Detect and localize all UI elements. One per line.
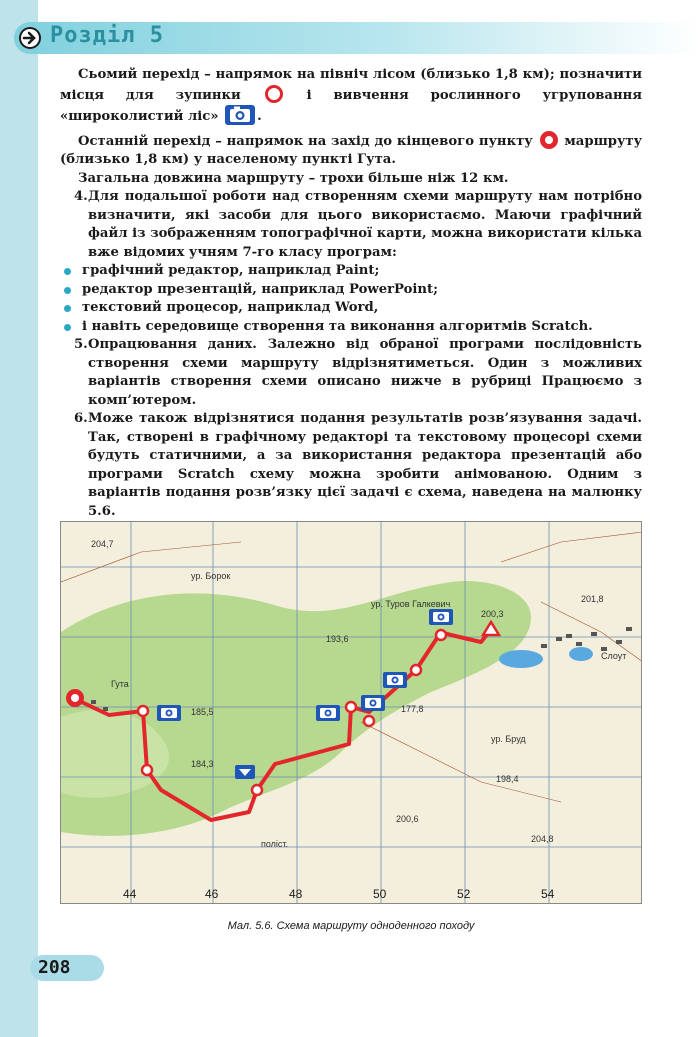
list-item-6 [60,410,642,521]
stop-marker-icon [364,716,374,726]
grid-label: 54 [541,887,555,901]
place-label: Гута [111,679,129,689]
height-label: 185,5 [191,707,214,717]
p2-text-a: Останній перехід – напрямок на захід до кінцевого пункту [78,133,533,149]
item-text: Може також відрізнятися подання результатів розв’язування задачі. Так, створені в графічному редакторі та текстовому процесорі схеми будуть статичними, а за використання редактора презентацій або програми Scratch схему можна зробити анімованою. Одним з варіантів подання розв’язку цієї задачі є схема, наведена на малюнку 5.6. [88,411,642,519]
grid-label: 52 [457,887,471,901]
place-label: ур. Бруд [491,734,526,744]
body-text-top [60,66,642,521]
item-number: 4. [74,189,88,204]
side-band [0,0,38,1037]
height-label: 193,6 [326,634,349,644]
item-number: 5. [74,337,88,352]
stop-marker-icon [252,785,262,795]
grid-label: 48 [289,887,303,901]
paragraph-total-length: Загальна довжина маршруту – трохи більше ніж 12 км. [78,170,509,186]
stop-marker-icon [142,765,152,775]
item-number: 6. [74,411,88,426]
figure-caption: Мал. 5.6. Схема маршруту одноденного походу [227,920,475,932]
place-label: ур. Туров Галкевич [371,599,451,609]
rest-stop-icon [235,765,255,779]
height-label: 184,3 [191,759,214,769]
paragraph-seventh-leg [60,66,642,127]
stop-marker-icon [411,665,421,675]
height-label: 198,4 [496,774,519,784]
height-label: 200,3 [481,609,504,619]
end-point-icon [540,131,558,149]
place-label: Слоут [601,651,627,661]
stop-marker-icon [138,706,148,716]
bullet-item: графічний редактор, наприклад Paint; [60,262,642,281]
bullet-item: текстовий процесор, наприклад Word, [60,299,642,318]
camera-icon [316,705,340,721]
height-label: 200,6 [396,814,419,824]
item-text: Опрацювання даних. Залежно від обраної програми послідовність створення схеми маршруту відрізнятиметься. Один з можливих варіантів створення схеми описано нижче в рубриці Працюємо з комп’ютером. [88,337,642,408]
list-item-4 [60,188,642,262]
lake [499,650,543,668]
p1-text-a: Сьомий перехід – напрямок на північ лісом (близько 1,8 км); позначити місця для зупинки [60,67,642,103]
bullet-item: і навіть середовище створення та виконання алгоритмів Scratch. [60,318,642,337]
camera-icon [225,105,255,125]
height-label: 204,7 [91,539,114,549]
height-label: 204,8 [531,834,554,844]
stop-marker-icon [436,630,446,640]
stop-marker-icon [265,85,283,103]
grid-label: 46 [205,887,219,901]
p1-text-b: і вивчення рослинного угруповання «широколистий ліс» [60,87,642,124]
place-label: ур. Борок [191,571,231,581]
place-label: поліст. [261,839,289,849]
camera-icon [361,695,385,711]
list-item-5 [60,336,642,410]
camera-icon [429,609,453,625]
height-label: 177,8 [401,704,424,714]
stop-marker-icon [346,702,356,712]
p1-text-c: . [257,109,262,124]
page-number: 208 [38,957,71,978]
camera-icon [383,672,407,688]
end-point-center [71,694,79,702]
grid-label: 44 [123,887,137,901]
route-map-svg [61,522,642,904]
height-label: 201,8 [581,594,604,604]
chapter-title: Розділ 5 [50,23,164,48]
route-map [60,521,642,904]
chapter-arrow-icon [18,26,42,50]
lake [569,647,593,661]
p2-text-b: маршруту (близько 1,8 км) у населеному пункті Гута. [60,133,643,167]
item-text: Для подальшої роботи над створенням схеми маршруту нам потрібно визначити, які засоби для цього використаємо. Маючи графічний файл із зображенням топографічної карти, можна використати кілька вже відомих учням 7-го класу програм: [88,189,642,260]
grid-label: 50 [373,887,387,901]
camera-icon [157,705,181,721]
paragraph-last-leg [60,131,642,170]
bullet-item: редактор презентацій, наприклад PowerPoint; [60,281,642,300]
